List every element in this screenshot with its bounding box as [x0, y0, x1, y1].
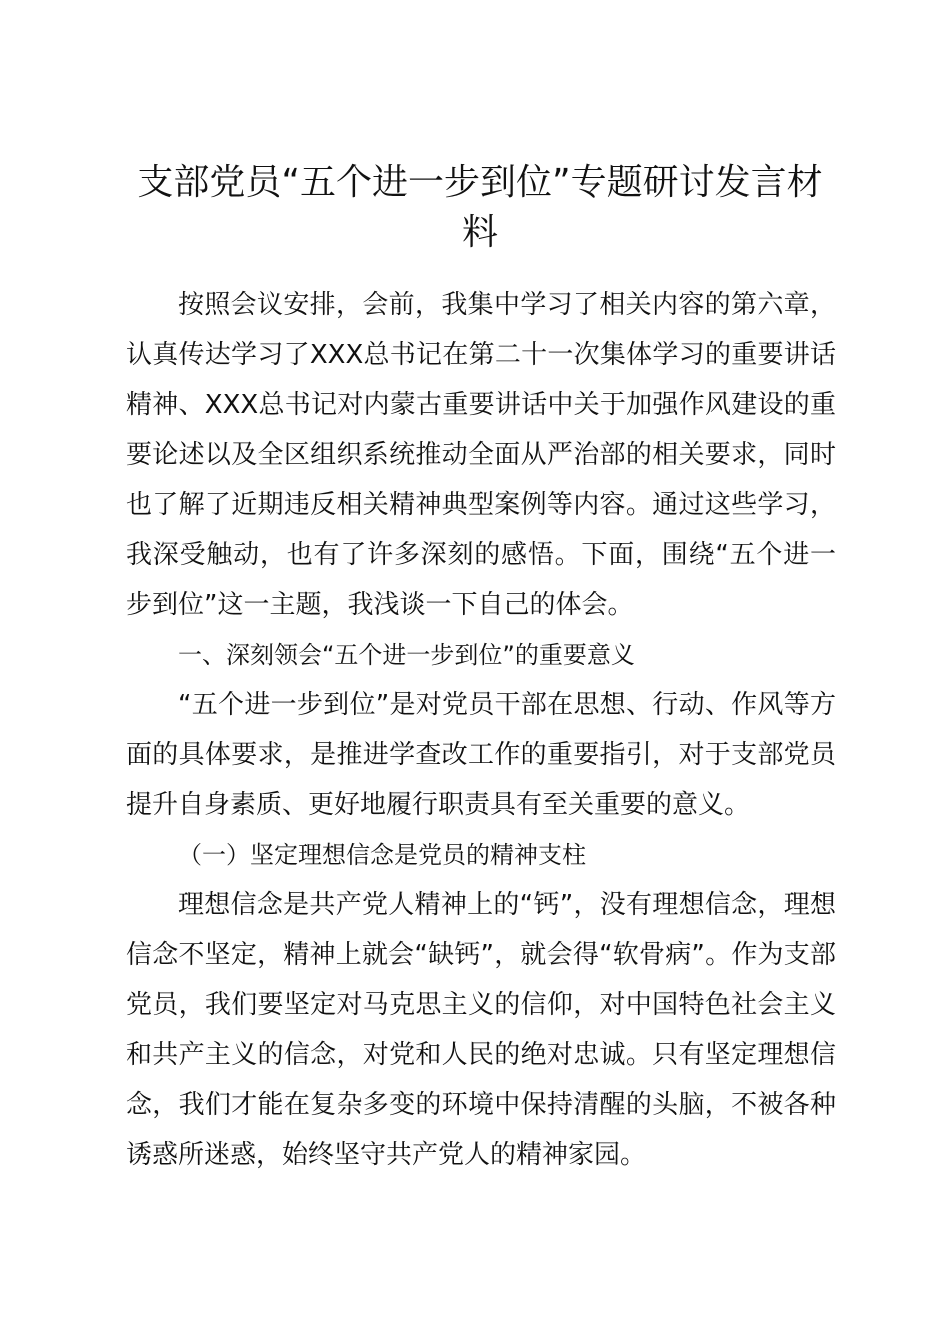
paragraph-ideals: 理想信念是共产党人精神上的“钙”，没有理想信念，理想信念不坚定，精神上就会“缺钙”，就会得“软骨病”。作为支部党员，我们要坚定对马克思主义的信仰，对中国特色社会主义和共产主义的信念，对党和人民的绝对忠诚。只有坚定理想信念，我们才能在复杂多变的环境中保持清醒的头脑，不被各种诱惑所迷惑，始终坚守共产党人的精神家园。: [126, 890, 836, 1170]
document-title: 支部党员“五个进一步到位”专题研讨发言材料: [137, 162, 823, 253]
subsection-heading-1: （一）坚定理想信念是党员的精神支柱: [178, 841, 586, 869]
paragraph-intro: 按照会议安排，会前，我集中学习了相关内容的第六章，认真传达学习了XXX总书记在第二十一次集体学习的重要讲话精神、XXX总书记对内蒙古重要讲话中关于加强作风建设的重要论述以及全区组织系统推动全面从严治部的相关要求，同时也了解了近期违反相关精神典型案例等内容。通过这些学习，我深受触动，也有了许多深刻的感悟。下面，围绕“五个进一步到位”这一主题，我浅谈一下自己的体会。: [126, 290, 836, 620]
section-heading-1: 一、深刻领会“五个进一步到位”的重要意义: [178, 641, 635, 669]
paragraph-significance: “五个进一步到位”是对党员干部在思想、行动、作风等方面的具体要求，是推进学查改工作的重要指引，对于支部党员提升自身素质、更好地履行职责具有至关重要的意义。: [126, 690, 836, 820]
document-body: [126, 280, 836, 1180]
